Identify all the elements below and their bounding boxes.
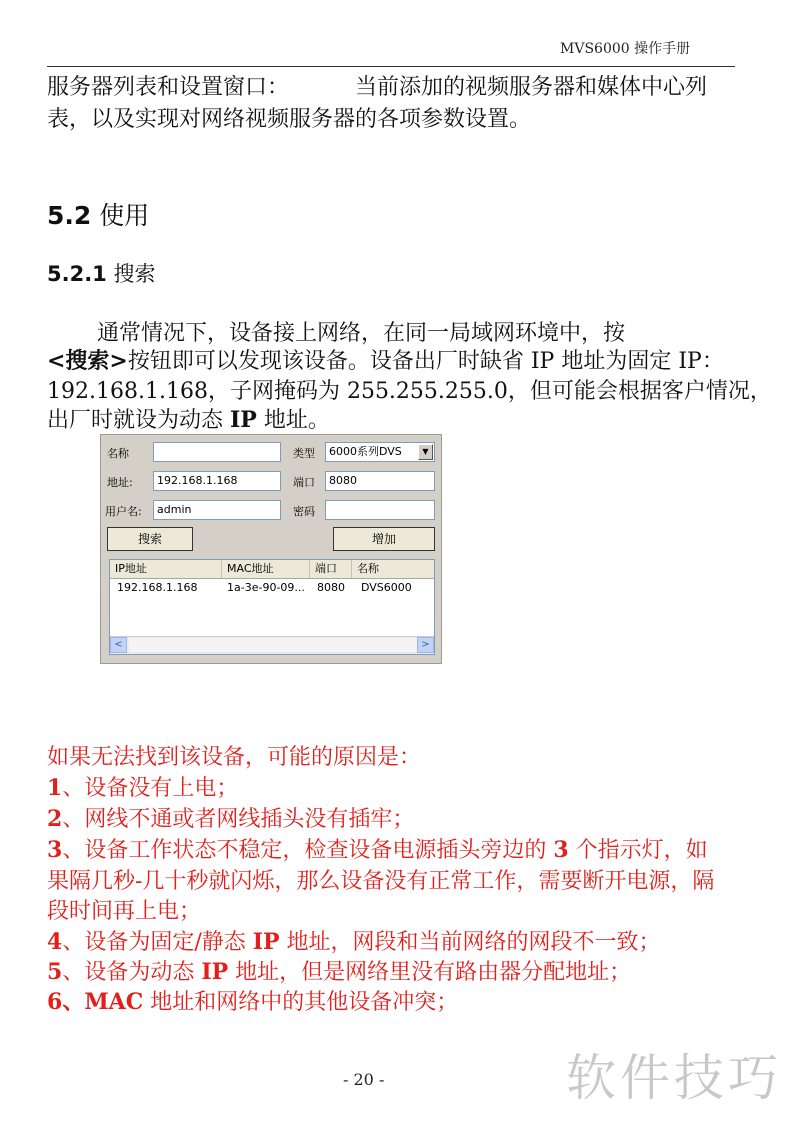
reason-3 [47, 835, 708, 866]
watermark: 软件技巧 [566, 1049, 782, 1107]
reason-1 [47, 773, 238, 804]
name-input[interactable] [153, 442, 281, 462]
column-port[interactable]: 端口 [310, 560, 352, 578]
body-line-3: 192.168.1.168，子网掩码为 255.255.255.0，但可能会根据客户情况， [47, 379, 772, 404]
row-ip[interactable]: 192.168.1.168 [117, 581, 198, 594]
reason-2 [47, 804, 414, 835]
password-label: 密码 [293, 505, 315, 518]
row-mac[interactable]: 1a-3e-90-09... [227, 581, 305, 594]
intro-label: 服务器列表和设置窗口： [47, 75, 290, 100]
section-number: 5.2 [47, 201, 92, 230]
reason-5 [47, 957, 631, 988]
reason-1-num: 1 [47, 775, 63, 801]
search-button-ref: <搜索> [47, 348, 128, 374]
username-label: 用户名: [105, 505, 142, 518]
body-line-4-ip: IP [230, 407, 257, 433]
reason-4-text-a: 、设备为固定/静态 [62, 930, 253, 955]
port-input[interactable]: 8080 [325, 471, 435, 491]
type-select[interactable] [325, 442, 435, 462]
reason-3-line-3: 段时间再上电； [47, 899, 202, 924]
reason-6-num: 6 [47, 989, 63, 1015]
row-name[interactable]: DVS6000 [361, 581, 412, 594]
reason-3-num: 3 [47, 837, 63, 863]
page-number: - 20 - [343, 1070, 385, 1089]
intro-line-1 [47, 72, 707, 103]
subsection-number: 5.2.1 [47, 262, 107, 286]
section-heading [47, 196, 149, 232]
reason-2-text: 、网线不通或者网线插头没有插牢； [62, 807, 415, 832]
column-mac[interactable]: MAC地址 [222, 560, 310, 578]
chevron-down-icon[interactable]: ▼ [418, 444, 433, 460]
body-line-4-b: 地址。 [256, 408, 330, 433]
reason-5-text-b: 地址，但是网络里没有路由器分配地址； [228, 960, 632, 985]
server-search-dialog [100, 434, 442, 664]
type-label: 类型 [293, 447, 315, 460]
body-line-2-text: 按钮即可以发现该设备。设备出厂时缺省 IP 地址为固定 IP： [127, 349, 724, 374]
reason-6-text: 地址和网络中的其他设备冲突； [143, 990, 459, 1015]
reason-4-ip: IP [252, 929, 280, 955]
row-port[interactable]: 8080 [317, 581, 345, 594]
reason-1-text: 、设备没有上电； [62, 776, 239, 801]
scroll-right-icon[interactable]: > [417, 637, 434, 653]
reason-3-line-2: 果隔几秒-几十秒就闪烁，那么设备没有正常工作，需要断开电源，隔 [47, 869, 715, 894]
address-label: 地址: [107, 476, 133, 489]
column-ip[interactable]: IP地址 [110, 560, 222, 578]
subsection-heading [47, 258, 155, 288]
section-title: 使用 [99, 201, 150, 230]
intro-line-2: 表，以及实现对网络视频服务器的各项参数设置。 [47, 107, 532, 132]
header-rule [47, 66, 735, 67]
reason-5-text-a: 、设备为动态 [62, 960, 202, 985]
body-line-2 [47, 346, 724, 377]
intro-text: 当前添加的视频服务器和媒体中心列 [355, 75, 708, 100]
reason-3-text-b: 个指示灯，如 [568, 838, 708, 863]
username-input[interactable]: admin [153, 500, 281, 520]
device-list-header [110, 560, 434, 579]
port-label: 端口 [293, 476, 315, 489]
scroll-left-icon[interactable]: < [110, 637, 127, 653]
body-line-1: 通常情况下，设备接上网络，在同一局域网环境中，按 [97, 321, 626, 346]
body-line-4-a: 出厂时就设为动态 [47, 408, 230, 433]
column-name[interactable]: 名称 [357, 562, 379, 575]
reasons-intro: 如果无法找到该设备，可能的原因是： [47, 745, 422, 770]
scrollbar-track[interactable] [129, 638, 417, 652]
subsection-title: 搜索 [113, 262, 156, 286]
reason-5-ip: IP [201, 959, 229, 985]
reason-2-num: 2 [47, 806, 63, 832]
reason-4-text-b: 地址，网段和当前网络的网段不一致； [279, 930, 661, 955]
reason-5-num: 5 [47, 959, 63, 985]
reason-4 [47, 927, 661, 958]
name-label: 名称 [107, 447, 129, 460]
reason-3-count: 3 [553, 837, 569, 863]
password-input[interactable] [325, 500, 435, 520]
type-select-value: 6000系列DVS [329, 445, 402, 458]
body-line-4 [47, 405, 330, 436]
reason-4-num: 4 [47, 929, 63, 955]
header-title: MVS6000 操作手册 [560, 41, 691, 57]
device-list [109, 559, 435, 655]
reason-6-mac: 、MAC [62, 989, 144, 1015]
address-input[interactable]: 192.168.1.168 [153, 471, 281, 491]
add-button[interactable]: 增加 [333, 527, 435, 551]
reason-6 [47, 987, 458, 1018]
reason-3-text-a: 、设备工作状态不稳定，检查设备电源插头旁边的 [62, 838, 554, 863]
horizontal-scrollbar[interactable] [110, 636, 434, 654]
search-button[interactable]: 搜索 [107, 527, 193, 551]
